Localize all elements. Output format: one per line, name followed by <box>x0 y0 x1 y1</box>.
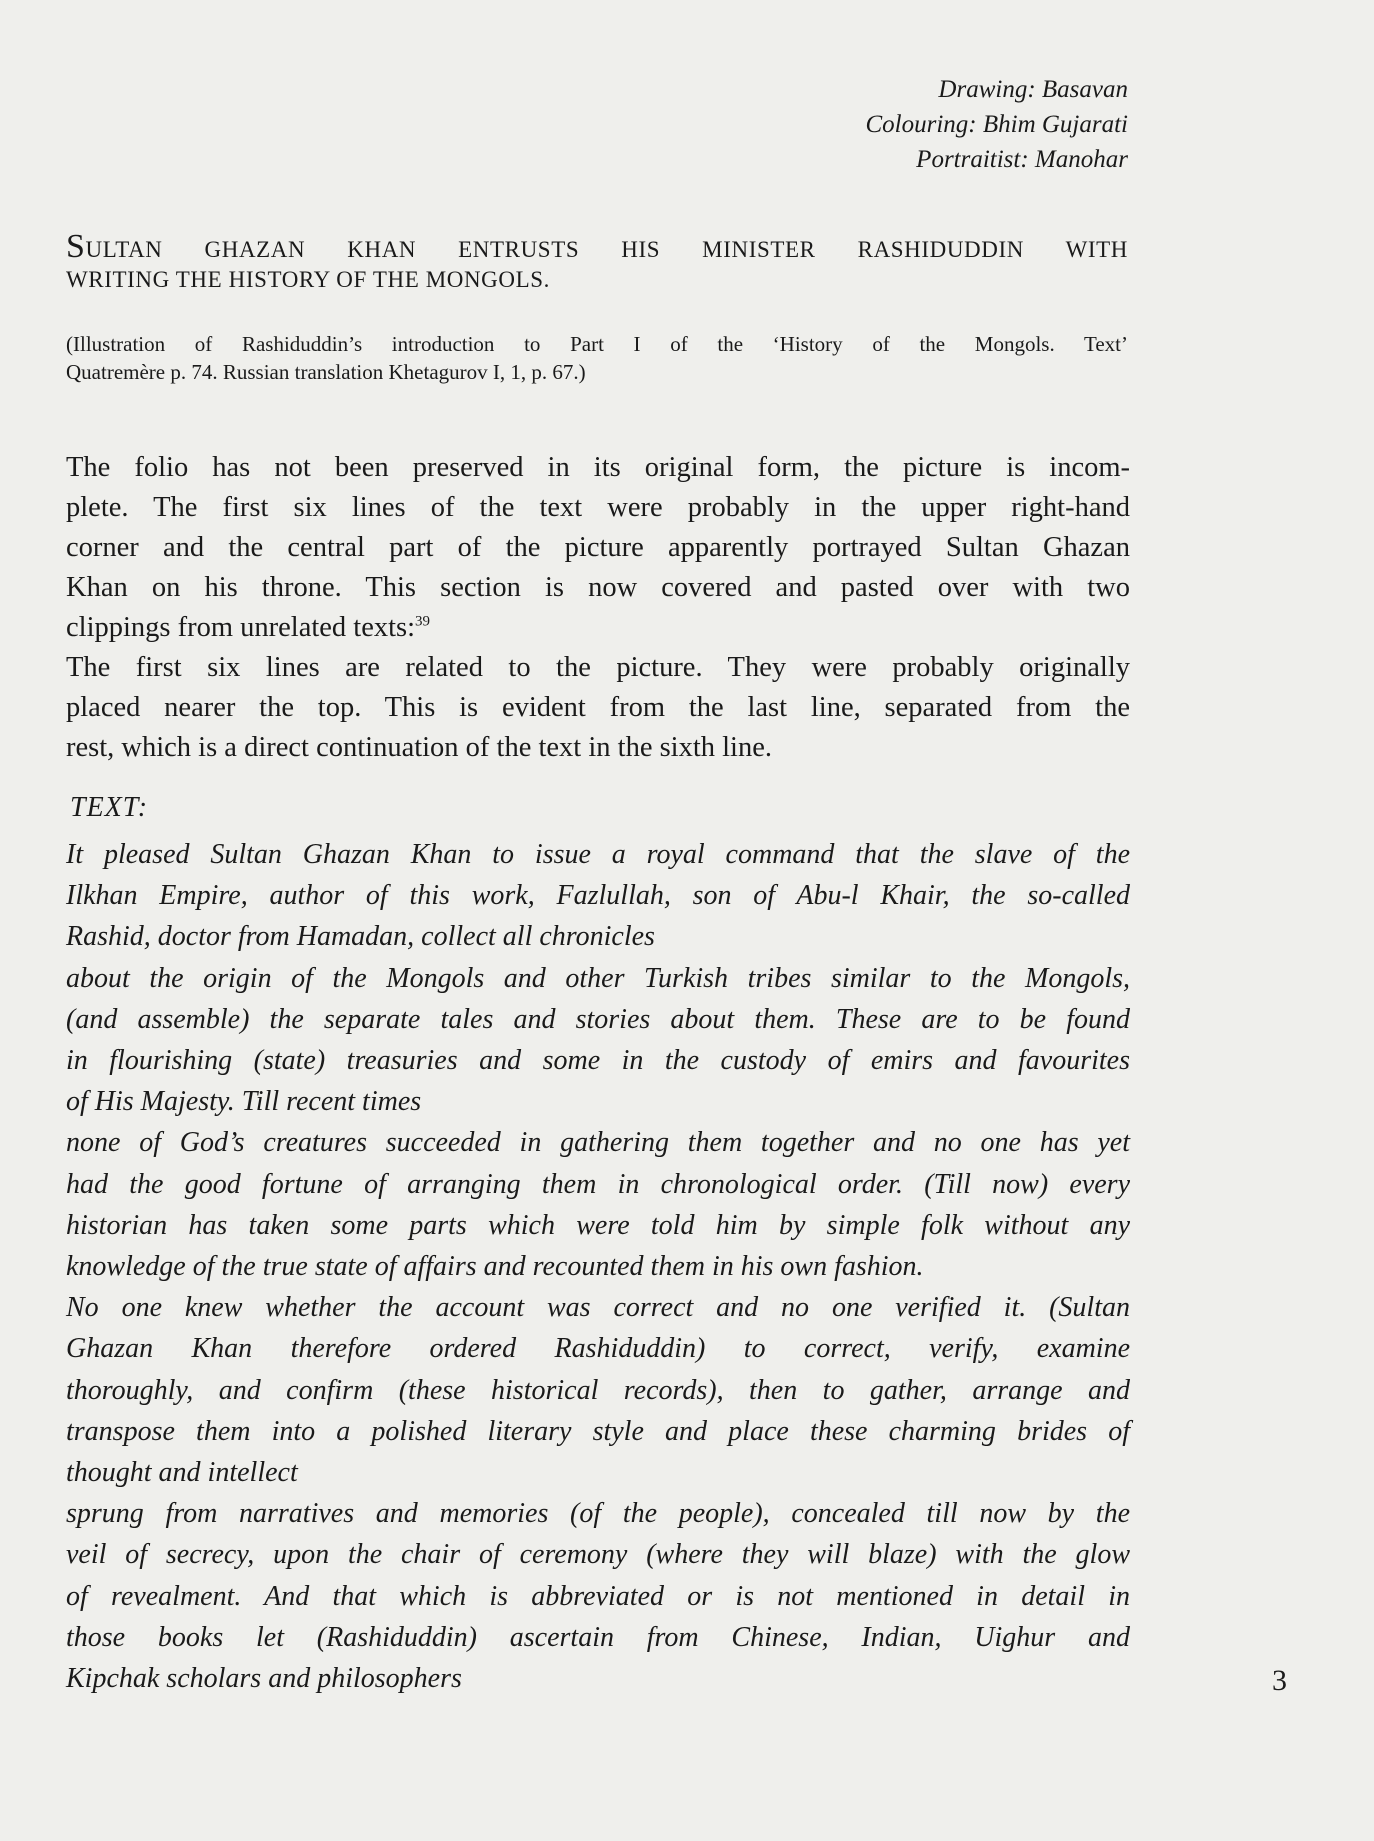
translated-text <box>66 834 1130 1699</box>
commentary-text <box>66 448 1130 768</box>
title-drop-cap: S <box>66 228 86 265</box>
quote-line: historian has taken some parts which were told him by simple folk without any <box>66 1209 1130 1241</box>
quote-line: Kipchak scholars and philosophers <box>66 1663 462 1695</box>
footnote-reference: 39 <box>415 613 431 630</box>
text-heading: TEXT: <box>70 792 149 823</box>
quote-line: Rashid, doctor from Hamadan, collect all chronicles <box>66 921 655 953</box>
body-line: rest, which is a direct continuation of the text in the sixth line. <box>66 732 773 763</box>
body-line: plete. The first six lines of the text were probably in the upper right-hand <box>66 492 1130 523</box>
quote-line: about the origin of the Mongols and other Turkish tribes similar to the Mongols, <box>66 962 1130 994</box>
title-line <box>66 228 1128 265</box>
quote-line: transpose them into a polished literary style and place these charming brides of <box>66 1415 1130 1447</box>
quote-line: knowledge of the true state of affairs and recounted them in his own fashion. <box>66 1251 924 1283</box>
page-number: 3 <box>1272 1664 1287 1697</box>
caption-line: (Illustration of Rashiduddin’s introduction to Part I of the ‘History of the Mongols. Text’ <box>66 332 1128 356</box>
plate-title <box>66 228 1128 295</box>
credit-portraitist: Portraitist: Manohar <box>916 146 1128 173</box>
caption-line: Quatremère p. 74. Russian translation Khetagurov I, 1, p. 67.) <box>66 360 586 384</box>
quote-line: veil of secrecy, upon the chair of ceremony (where they will blaze) with the glow <box>66 1539 1130 1571</box>
quote-line: thought and intellect <box>66 1457 298 1489</box>
body-line <box>66 608 1130 648</box>
credit-drawing: Drawing: Basavan <box>938 76 1128 103</box>
quote-line: none of God’s creatures succeeded in gathering them together and no one has yet <box>66 1127 1130 1159</box>
quote-line: thoroughly, and confirm (these historical records), then to gather, arrange and <box>66 1374 1130 1406</box>
body-line-text: clippings from unrelated texts: <box>66 612 416 643</box>
credit-colouring: Colouring: Bhim Gujarati <box>865 111 1128 138</box>
artist-credits <box>865 72 1128 177</box>
title-line-text: ULTAN GHAZAN KHAN ENTRUSTS HIS MINISTER RASHIDUDDIN WITH <box>85 237 1128 262</box>
quote-line: sprung from narratives and memories (of the people), concealed till now by the <box>66 1498 1130 1530</box>
title-line: WRITING THE HISTORY OF THE MONGOLS. <box>66 267 550 292</box>
quote-line: in flourishing (state) treasuries and some in the custody of emirs and favourites <box>66 1045 1130 1077</box>
quote-line: No one knew whether the account was correct and no one verified it. (Sultan <box>66 1292 1130 1324</box>
quote-line: Ilkhan Empire, author of this work, Fazlullah, son of Abu-l Khair, the so-called <box>66 880 1130 912</box>
quote-line: of revealment. And that which is abbreviated or is not mentioned in detail in <box>66 1580 1130 1612</box>
body-line: The folio has not been preserved in its original form, the picture is incom- <box>66 452 1130 483</box>
quote-line: It pleased Sultan Ghazan Khan to issue a royal command that the slave of the <box>66 839 1130 870</box>
body-line: Khan on his throne. This section is now covered and pasted over with two <box>66 572 1130 603</box>
body-line: placed nearer the top. This is evident from the last line, separated from the <box>66 692 1130 723</box>
quote-line: had the good fortune of arranging them in chronological order. (Till now) every <box>66 1168 1130 1200</box>
quote-line: of His Majesty. Till recent times <box>66 1086 422 1118</box>
quote-line: Ghazan Khan therefore ordered Rashiduddin) to correct, verify, examine <box>66 1333 1130 1365</box>
body-line: The first six lines are related to the picture. They were probably originally <box>66 652 1130 683</box>
quote-line: those books let (Rashiduddin) ascertain from Chinese, Indian, Uighur and <box>66 1621 1130 1653</box>
body-line: corner and the central part of the picture apparently portrayed Sultan Ghazan <box>66 532 1130 563</box>
quote-line: (and assemble) the separate tales and stories about them. These are to be found <box>66 1003 1130 1035</box>
illustration-caption <box>66 330 1128 386</box>
